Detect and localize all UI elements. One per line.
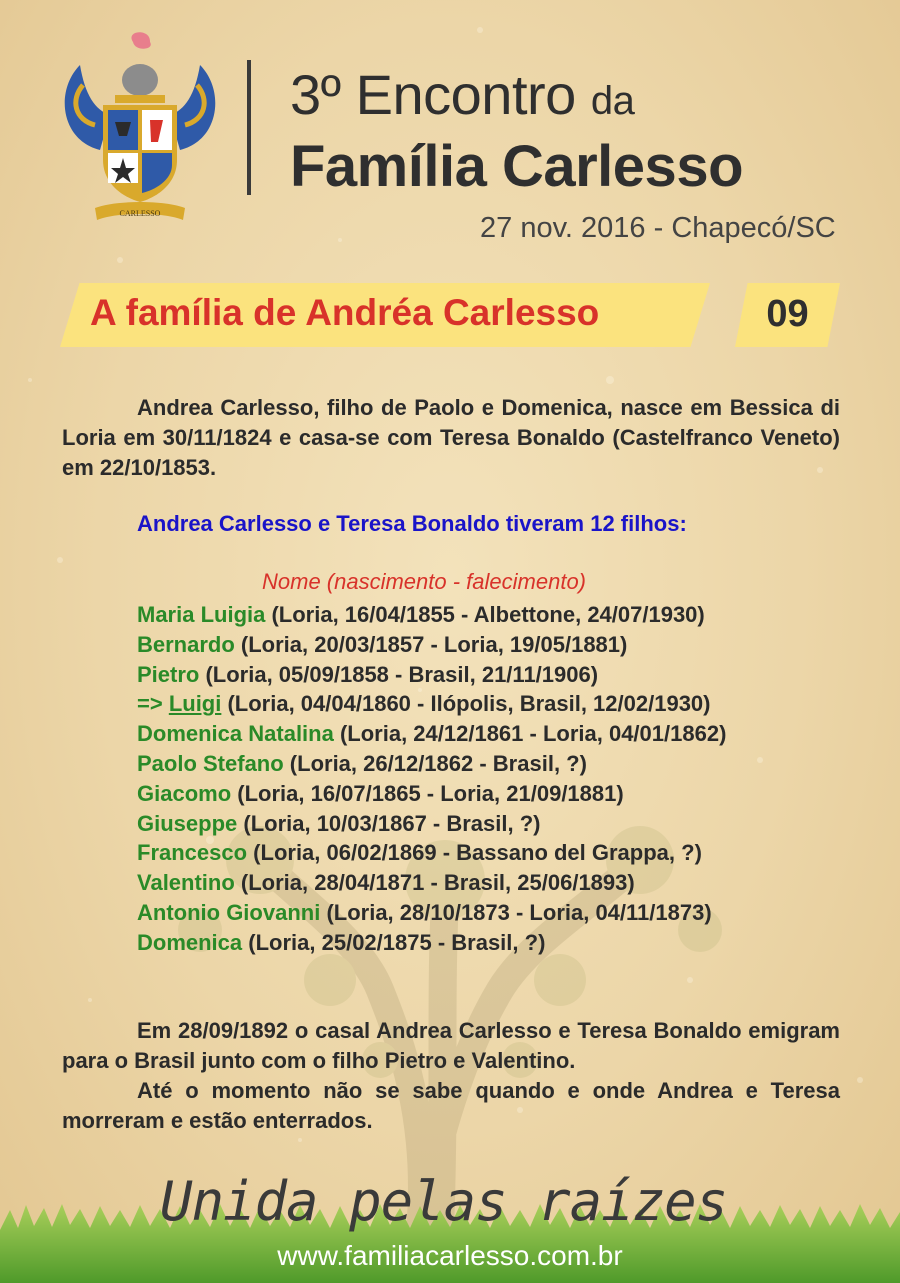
- slogan: Unida pelas raízes: [160, 1170, 728, 1233]
- list-item: Giuseppe (Loria, 10/03/1867 - Brasil, ?): [137, 810, 541, 836]
- child-name: Domenica: [137, 929, 243, 955]
- list-item: Domenica (Loria, 25/02/1875 - Brasil, ?): [137, 929, 546, 955]
- event-date-location: 27 nov. 2016 - Chapecó/SC: [480, 212, 836, 244]
- child-name: Giacomo: [137, 780, 232, 806]
- child-name-highlight: Luigi: [168, 691, 222, 717]
- list-item: Francesco (Loria, 06/02/1869 - Bassano del Grappa, ?): [137, 840, 702, 866]
- child-name: Maria Luigia: [137, 602, 266, 627]
- child-name: Valentino: [137, 870, 235, 896]
- list-item: Antonio Giovanni (Loria, 28/10/1873 - Loria, 04/11/1873): [137, 899, 712, 925]
- child-name: Francesco: [137, 840, 248, 866]
- child-name: Bernardo: [137, 631, 235, 657]
- child-name: Antonio Giovanni: [137, 899, 321, 925]
- children-heading: Andrea Carlesso e Teresa Bonaldo tiveram 12 filhos:: [137, 511, 687, 536]
- event-title-line2: Família Carlesso: [290, 134, 743, 199]
- list-item: => Luigi (Loria, 04/04/1860 - Ilópolis, Brasil, 12/02/1930): [137, 691, 711, 717]
- child-name: Paolo Stefano: [137, 750, 284, 776]
- intro-paragraph: Andrea Carlesso, filho de Paolo e Domenica, nasce em Bessica di Loria em 30/11/1824 e casa-se com Teresa Bonaldo (Castelfranco Veneto) em 22/10/1853.: [62, 395, 840, 480]
- list-item: Domenica Natalina (Loria, 24/12/1861 - Loria, 04/01/1862): [137, 721, 727, 747]
- website-url[interactable]: www.familiacarlesso.com.br: [277, 1240, 623, 1271]
- child-name: Domenica Natalina: [137, 721, 334, 747]
- list-item: Paolo Stefano (Loria, 26/12/1862 - Brasil, ?): [137, 750, 587, 776]
- header-divider: [247, 60, 251, 195]
- closing-paragraph: Até o momento não se sabe quando e onde Andrea e Teresa morreram e estão enterrados.: [62, 1078, 840, 1133]
- closing-paragraph: Em 28/09/1892 o casal Andrea Carlesso e Teresa Bonaldo emigram para o Brasil junto com o filho Pietro e Valentino.: [62, 1018, 840, 1073]
- list-item: Giacomo (Loria, 16/07/1865 - Loria, 21/09/1881): [137, 780, 624, 806]
- arrow-marker: =>: [137, 691, 169, 717]
- children-column-header: Nome (nascimento - falecimento): [262, 569, 587, 594]
- event-title-line1: 3º Encontro da: [290, 63, 635, 126]
- list-item: Maria Luigia (Loria, 16/04/1855 - Albettone, 24/07/1930): [137, 602, 705, 627]
- list-item: Bernardo (Loria, 20/03/1857 - Loria, 19/05/1881): [137, 631, 628, 657]
- list-item: Pietro (Loria, 05/09/1858 - Brasil, 21/11/1906): [137, 661, 599, 687]
- closing-text: [62, 1016, 840, 1136]
- crest-banner-text: CARLESSO: [119, 209, 161, 218]
- child-name: Pietro: [137, 661, 200, 687]
- family-crest-logo: [55, 30, 225, 225]
- family-title: A família de Andréa Carlesso: [90, 292, 600, 333]
- page-number: 09: [766, 293, 809, 335]
- children-list: [137, 600, 726, 958]
- list-item: Valentino (Loria, 28/04/1871 - Brasil, 25/06/1893): [137, 870, 635, 896]
- child-name: Giuseppe: [137, 810, 238, 836]
